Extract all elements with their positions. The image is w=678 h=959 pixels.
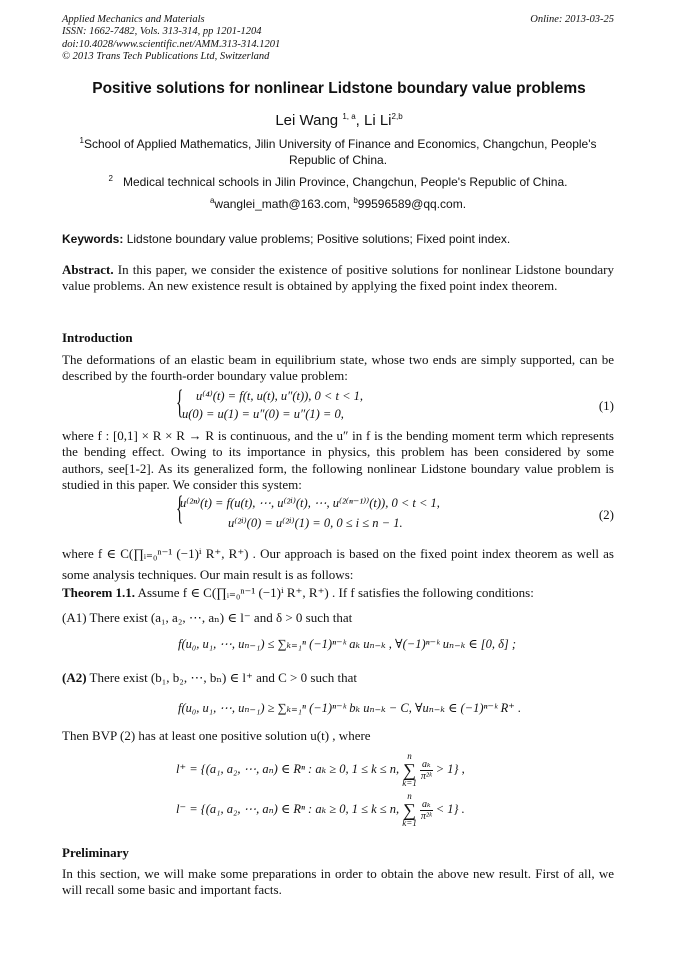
preliminary-paragraph: In this section, we will make some preparations in order to obtain the above new result. First of all, we will recall some basic and important facts. — [62, 866, 614, 898]
condition-a2 — [62, 670, 614, 686]
fraction-numerator: aₖ — [421, 798, 431, 810]
then-statement: Then BVP (2) has at least one positive solution u(t) , where — [62, 728, 371, 743]
l-minus-fraction — [420, 799, 433, 822]
l-minus-right: < 1} . — [435, 801, 465, 816]
issn-line: ISSN: 1662-7482, Vols. 313-314, pp 1201-1204 — [62, 26, 262, 38]
author-2-sup: 2,b — [391, 112, 403, 121]
author-1-sup: 1, a — [342, 112, 356, 121]
journal-name: Applied Mechanics and Materials — [62, 14, 205, 25]
email-a-mark: a — [209, 196, 215, 205]
authors — [0, 112, 678, 129]
affiliation-1 — [62, 136, 614, 168]
sum-upper: n — [407, 751, 412, 761]
author-sep: , — [355, 112, 364, 129]
eq1-line-2: u(0) = u(1) = u″(0) = u″(1) = 0, — [182, 407, 344, 421]
condition-a1-equation: f(u₀, u₁, ⋯, uₙ₋₁) ≤ ∑ₖ₌₁ⁿ (−1)ⁿ⁻ᵏ aₖ uₙ₋ₖ , ∀(−1)ⁿ⁻ᵏ uₙ₋ₖ ∈ [0, δ] ; — [178, 637, 517, 651]
copyright-line: © 2013 Trans Tech Publications Ltd, Switzerland — [62, 50, 270, 62]
online-date: Online: 2013-03-25 — [530, 14, 614, 25]
aff-1-text: School of Applied Mathematics, Jilin University of Finance and Economics, Changchun, People's Republic of China. — [83, 137, 597, 167]
intro-paragraph-1: The deformations of an elastic beam in equilibrium state, whose two ends are simply supported, can be described by the fourth-order boundary value problem: — [62, 352, 614, 384]
sum-sign: ∑ — [403, 760, 416, 780]
email-b: 99596589@qq.com. — [357, 197, 467, 211]
keywords-label: Keywords: — [62, 232, 124, 246]
eq1-number: (1) — [598, 398, 614, 413]
l-plus-sum — [402, 752, 417, 788]
sum-upper: n — [407, 791, 412, 801]
abstract-label: Abstract. — [62, 262, 114, 277]
aff-2-text: Medical technical schools in Jilin Province, Changchun, People's Republic of China. — [122, 175, 568, 189]
paper-title: Positive solutions for nonlinear Lidstone boundary value problems — [92, 80, 586, 97]
eq1-line-1: u⁽⁴⁾(t) = f(t, u(t), u″(t)), 0 < t < 1, — [196, 389, 364, 403]
l-minus-sum — [402, 792, 417, 828]
sum-lower: k=1 — [402, 778, 417, 788]
preliminary-heading: Preliminary — [62, 845, 129, 860]
condition-a1: (A1) There exist (a₁, a₂, ⋯, aₙ) ∈ l⁻ and δ > 0 such that — [62, 610, 353, 625]
sum-lower: k=1 — [402, 818, 417, 828]
fraction-numerator: aₖ — [421, 758, 431, 770]
intro-paragraph-3: where f ∈ C(∏ᵢ₌₀ⁿ⁻¹ (−1)ⁱ R⁺, R⁺) . Our approach is based on the fixed point index theorem as well as some analysis techniques. Our main result is as follows: — [62, 546, 614, 582]
aff-1-mark: 1 — [79, 136, 84, 145]
author-2: Li Li — [364, 112, 392, 129]
l-plus-fraction — [420, 759, 433, 782]
intro-paragraph-2: where f : [0,1] × R × R → R is continuous, and the u″ in f is the bending moment term which represents the bending effect. Owing to its importance in physics, this problem has been considered by some authors, see[1-2]. As its generalized form, the following nonlinear Lidstone boundary value problem is studied in this paper. We consider this system: — [62, 428, 614, 493]
aff-2-mark: 2 — [108, 174, 113, 183]
eq1-brace: { — [176, 384, 184, 421]
l-minus-left: l⁻ = {(a₁, a₂, ⋯, aₙ) ∈ Rⁿ : aₖ ≥ 0, 1 ≤ k ≤ n, — [176, 801, 400, 816]
keywords — [62, 232, 510, 246]
eq2-number: (2) — [598, 507, 614, 522]
emails — [62, 196, 614, 212]
l-plus-left: l⁺ = {(a₁, a₂, ⋯, aₙ) ∈ Rⁿ : aₖ ≥ 0, 1 ≤ k ≤ n, — [176, 761, 400, 776]
sum-sign: ∑ — [403, 800, 416, 820]
theorem-text: Assume f ∈ C(∏ᵢ₌₀ⁿ⁻¹ (−1)ⁱ R⁺, R⁺) . If f satisfies the following conditions: — [135, 585, 534, 600]
intro-heading: Introduction — [62, 330, 133, 345]
a2-label: (A2) — [62, 670, 87, 685]
email-a: wanglei_math@163.com, — [214, 197, 354, 211]
eq2-line-1: u⁽²ⁿ⁾(t) = f(u(t), ⋯, u⁽²ⁱ⁾(t), ⋯, u⁽²⁽ⁿ⁻¹⁾⁾(t)), 0 < t < 1, — [180, 496, 440, 510]
theorem-1-1 — [62, 585, 614, 601]
eq2-brace: { — [176, 490, 184, 527]
condition-a2-equation: f(u₀, u₁, ⋯, uₙ₋₁) ≥ ∑ₖ₌₁ⁿ (−1)ⁿ⁻ᵏ bₖ uₙ₋ₖ − C, ∀uₙ₋ₖ ∈ (−1)ⁿ⁻ᵏ R⁺ . — [178, 701, 522, 715]
abstract — [62, 262, 614, 295]
email-b-mark: b — [353, 196, 358, 205]
keywords-text: Lidstone boundary value problems; Positive solutions; Fixed point index. — [123, 232, 511, 246]
theorem-label: Theorem 1.1. — [62, 585, 136, 600]
eq2-line-2: u⁽²ⁱ⁾(0) = u⁽²ⁱ⁾(1) = 0, 0 ≤ i ≤ n − 1. — [228, 516, 403, 530]
fraction-denominator: π²ᵏ — [420, 770, 432, 782]
l-plus-right: > 1} , — [435, 761, 465, 776]
l-plus-definition — [176, 752, 465, 788]
l-minus-definition — [176, 792, 465, 828]
journal-header — [62, 14, 280, 63]
doi-line: doi:10.4028/www.scientific.net/AMM.313-314.1201 — [62, 38, 281, 50]
affiliation-2 — [62, 174, 614, 190]
author-1: Lei Wang — [275, 112, 339, 129]
fraction-denominator: π²ᵏ — [420, 810, 432, 822]
a2-text: There exist (b₁, b₂, ⋯, bₙ) ∈ l⁺ and C > 0 such that — [86, 670, 357, 685]
abstract-text: In this paper, we consider the existence of positive solutions for nonlinear Lidstone boundary value problems. An new existence result is obtained by applying the fixed point index theorem. — [62, 262, 614, 294]
